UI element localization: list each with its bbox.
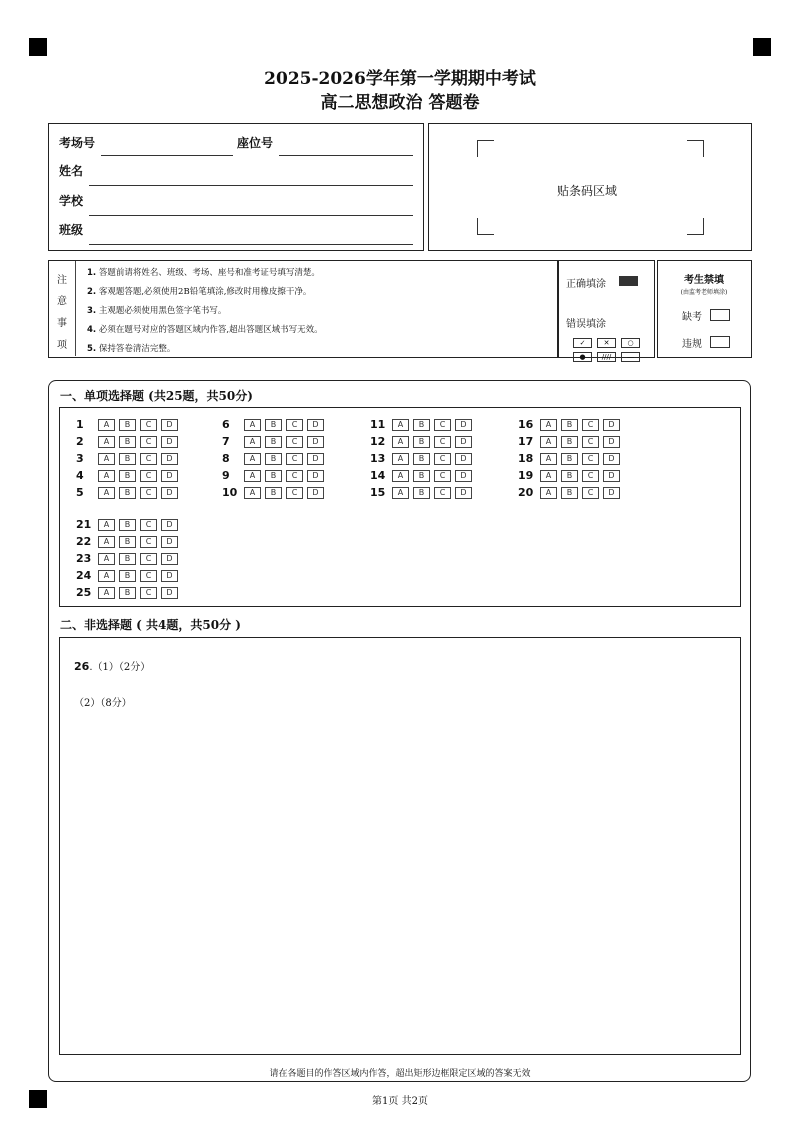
option-bubble-d[interactable]: D — [161, 436, 178, 448]
option-bubble-a[interactable]: A — [244, 487, 261, 499]
option-bubble-c[interactable]: C — [434, 487, 451, 499]
choice-question-row — [370, 482, 476, 498]
option-bubble-d[interactable]: D — [455, 487, 472, 499]
wrong-fill-check-icon: ✓ — [573, 338, 592, 348]
option-bubble-d[interactable]: D — [603, 487, 620, 499]
notice-item: 1. 答题前请将姓名、班级、考场、座号和准考证号填写清楚。 — [87, 268, 320, 278]
seat-no-field[interactable] — [279, 155, 413, 156]
choice-question-row — [76, 582, 182, 598]
registration-marker-top-left — [29, 38, 47, 56]
q26-number: 26 — [74, 660, 90, 673]
question-number: 23 — [76, 552, 92, 565]
wrong-fill-hatch-icon: //// — [597, 352, 616, 362]
option-bubble-b[interactable]: B — [561, 419, 578, 431]
exam-title: 2025-2026学年第一学期期中考试 — [264, 69, 536, 89]
question-number: 18 — [518, 452, 534, 465]
choice-question-row — [76, 431, 182, 447]
option-bubble-c[interactable]: C — [140, 570, 157, 582]
option-bubble-c[interactable]: C — [434, 436, 451, 448]
option-bubble-c[interactable]: C — [140, 436, 157, 448]
option-bubble-b[interactable]: B — [413, 487, 430, 499]
choice-question-row — [518, 431, 624, 447]
question-number: 1 — [76, 418, 84, 431]
option-bubble-d[interactable]: D — [603, 453, 620, 465]
wrong-fill-dot-icon: ● — [573, 352, 592, 362]
option-bubble-a[interactable]: A — [244, 470, 261, 482]
school-label: 学校 — [59, 194, 84, 208]
option-bubble-b[interactable]: B — [265, 453, 282, 465]
option-bubble-a[interactable]: A — [98, 436, 115, 448]
proctor-only-title: 考生禁填 — [684, 275, 724, 286]
option-bubble-a[interactable]: A — [392, 436, 409, 448]
option-bubble-a[interactable]: A — [98, 587, 115, 599]
choice-question-row — [518, 482, 624, 498]
choice-question-row — [370, 414, 476, 430]
option-bubble-b[interactable]: B — [119, 487, 136, 499]
question-number: 3 — [76, 452, 84, 465]
violation-label: 违规 — [682, 339, 702, 350]
option-bubble-a[interactable]: A — [244, 419, 261, 431]
seat-no-label: 座位号 — [237, 136, 274, 150]
option-bubble-d[interactable]: D — [307, 487, 324, 499]
option-bubble-a[interactable]: A — [540, 470, 557, 482]
barcode-corner-br — [687, 218, 704, 235]
notice-box — [48, 260, 558, 358]
option-bubble-b[interactable]: B — [119, 519, 136, 531]
question-number: 12 — [370, 435, 386, 448]
option-bubble-b[interactable]: B — [265, 419, 282, 431]
choice-question-row — [76, 565, 182, 581]
option-bubble-b[interactable]: B — [119, 419, 136, 431]
question-number: 20 — [518, 486, 534, 499]
option-bubble-b[interactable]: B — [413, 470, 430, 482]
option-bubble-c[interactable]: C — [140, 487, 157, 499]
option-bubble-c[interactable]: C — [582, 419, 599, 431]
choice-question-row — [518, 414, 624, 430]
choice-question-row — [370, 431, 476, 447]
option-bubble-d[interactable]: D — [603, 436, 620, 448]
name-label: 姓名 — [59, 164, 84, 178]
option-bubble-c[interactable]: C — [286, 487, 303, 499]
question-number: 25 — [76, 586, 92, 599]
option-bubble-d[interactable]: D — [307, 453, 324, 465]
choice-question-row — [222, 465, 328, 481]
option-bubble-a[interactable]: A — [540, 419, 557, 431]
correct-fill-label: 正确填涂 — [566, 279, 606, 290]
question-number: 24 — [76, 569, 92, 582]
option-bubble-a[interactable]: A — [540, 436, 557, 448]
option-bubble-c[interactable]: C — [140, 587, 157, 599]
option-bubble-b[interactable]: B — [561, 470, 578, 482]
option-bubble-b[interactable]: B — [561, 487, 578, 499]
option-bubble-b[interactable]: B — [413, 436, 430, 448]
choice-question-row — [370, 448, 476, 464]
option-bubble-c[interactable]: C — [434, 419, 451, 431]
option-bubble-b[interactable]: B — [119, 536, 136, 548]
choice-question-row — [76, 448, 182, 464]
option-bubble-d[interactable]: D — [455, 453, 472, 465]
option-bubble-a[interactable]: A — [540, 487, 557, 499]
option-bubble-a[interactable]: A — [392, 470, 409, 482]
notice-heading-char: 注 — [57, 275, 67, 286]
sheet-title: 高二思想政治 答题卷 — [320, 93, 480, 113]
option-bubble-a[interactable]: A — [98, 453, 115, 465]
choice-question-row — [370, 465, 476, 481]
question-number: 8 — [222, 452, 230, 465]
correct-fill-sample — [619, 276, 638, 286]
option-bubble-a[interactable]: A — [540, 453, 557, 465]
question-number: 14 — [370, 469, 386, 482]
option-bubble-b[interactable]: B — [413, 453, 430, 465]
question-number: 5 — [76, 486, 84, 499]
option-bubble-a[interactable]: A — [98, 553, 115, 565]
option-bubble-a[interactable]: A — [98, 487, 115, 499]
option-bubble-d[interactable]: D — [161, 536, 178, 548]
option-bubble-d[interactable]: D — [307, 470, 324, 482]
q26-part1: 26.（1）（2分） — [74, 660, 151, 673]
option-bubble-a[interactable]: A — [98, 536, 115, 548]
notice-heading-char: 项 — [57, 340, 67, 351]
violation-checkbox[interactable] — [710, 336, 730, 348]
option-bubble-c[interactable]: C — [286, 470, 303, 482]
option-bubble-b[interactable]: B — [561, 453, 578, 465]
option-bubble-d[interactable]: D — [603, 470, 620, 482]
school-field[interactable] — [89, 215, 413, 216]
option-bubble-c[interactable]: C — [582, 436, 599, 448]
option-bubble-a[interactable]: A — [98, 470, 115, 482]
option-bubble-d[interactable]: D — [161, 419, 178, 431]
option-bubble-b[interactable]: B — [119, 570, 136, 582]
option-bubble-c[interactable]: C — [286, 436, 303, 448]
choice-question-row — [76, 531, 182, 547]
name-field[interactable] — [89, 185, 413, 186]
option-bubble-a[interactable]: A — [244, 436, 261, 448]
q26-part2: （2）（8分） — [74, 698, 132, 709]
option-bubble-a[interactable]: A — [392, 487, 409, 499]
question-number: 2 — [76, 435, 84, 448]
option-bubble-d[interactable]: D — [161, 487, 178, 499]
notice-item: 3. 主观题必须使用黑色签字笔书写。 — [87, 306, 227, 316]
option-bubble-c[interactable]: C — [434, 453, 451, 465]
question-number: 7 — [222, 435, 230, 448]
option-bubble-a[interactable]: A — [392, 453, 409, 465]
option-bubble-c[interactable]: C — [140, 453, 157, 465]
question-number: 16 — [518, 418, 534, 431]
wrong-fill-cross-icon: ✕ — [597, 338, 616, 348]
question-number: 19 — [518, 469, 534, 482]
option-bubble-d[interactable]: D — [307, 436, 324, 448]
option-bubble-c[interactable]: C — [140, 553, 157, 565]
notice-heading-char: 意 — [57, 296, 67, 307]
notice-item: 5. 保持答卷清洁完整。 — [87, 344, 176, 354]
option-bubble-b[interactable]: B — [561, 436, 578, 448]
option-bubble-b[interactable]: B — [119, 587, 136, 599]
question-number: 15 — [370, 486, 386, 499]
registration-marker-top-right — [753, 38, 771, 56]
option-bubble-c[interactable]: C — [140, 536, 157, 548]
fill-example-box — [558, 260, 655, 361]
barcode-label: 贴条码区域 — [557, 184, 618, 198]
notice-item: 2. 客观题答题,必须使用2B铅笔填涂,修改时用橡皮擦干净。 — [87, 287, 312, 297]
notice-item: 4. 必须在题号对应的答题区域内作答,超出答题区域书写无效。 — [87, 325, 323, 335]
option-bubble-d[interactable]: D — [161, 570, 178, 582]
absent-label: 缺考 — [682, 312, 702, 323]
choice-question-row — [518, 448, 624, 464]
option-bubble-a[interactable]: A — [244, 453, 261, 465]
option-bubble-c[interactable]: C — [434, 470, 451, 482]
choice-question-row — [76, 514, 182, 530]
option-bubble-b[interactable]: B — [265, 470, 282, 482]
wrong-fill-dash-icon: — — [621, 352, 640, 362]
option-bubble-b[interactable]: B — [265, 436, 282, 448]
boundary-note: 请在各题目的作答区域内作答，超出矩形边框限定区域的答案无效 — [269, 1069, 531, 1079]
choice-question-row — [222, 482, 328, 498]
wrong-fill-samples — [573, 334, 653, 362]
exam-no-label: 考场号 — [59, 136, 96, 150]
option-bubble-d[interactable]: D — [455, 470, 472, 482]
class-label: 班级 — [59, 223, 84, 237]
option-bubble-a[interactable]: A — [392, 419, 409, 431]
option-bubble-d[interactable]: D — [161, 470, 178, 482]
barcode-corner-tr — [687, 140, 704, 157]
question-number: 21 — [76, 518, 92, 531]
wrong-fill-circle-icon: ○ — [621, 338, 640, 348]
option-bubble-c[interactable]: C — [286, 453, 303, 465]
choice-question-row — [76, 414, 182, 430]
class-field[interactable] — [89, 244, 413, 245]
option-bubble-b[interactable]: B — [265, 487, 282, 499]
proctor-only-subtitle: (由监考老师填涂) — [680, 289, 728, 296]
option-bubble-d[interactable]: D — [307, 419, 324, 431]
choice-question-row — [222, 414, 328, 430]
option-bubble-b[interactable]: B — [119, 470, 136, 482]
question-number: 17 — [518, 435, 534, 448]
barcode-area — [428, 123, 752, 251]
choice-question-row — [222, 431, 328, 447]
option-bubble-c[interactable]: C — [582, 470, 599, 482]
option-bubble-d[interactable]: D — [603, 419, 620, 431]
option-bubble-d[interactable]: D — [161, 587, 178, 599]
option-bubble-d[interactable]: D — [161, 453, 178, 465]
choice-question-row — [518, 465, 624, 481]
section1-title: 一、单项选择题 (共25题，共50分) — [60, 389, 253, 403]
question-number: 22 — [76, 535, 92, 548]
page-number: 第1页 共2页 — [372, 1096, 428, 1107]
option-bubble-c[interactable]: C — [140, 519, 157, 531]
option-bubble-a[interactable]: A — [98, 519, 115, 531]
barcode-corner-tl — [477, 140, 494, 157]
choice-question-row — [222, 448, 328, 464]
option-bubble-a[interactable]: A — [98, 570, 115, 582]
option-bubble-c[interactable]: C — [286, 419, 303, 431]
option-bubble-d[interactable]: D — [161, 519, 178, 531]
option-bubble-b[interactable]: B — [119, 453, 136, 465]
question-number: 13 — [370, 452, 386, 465]
notice-heading-char: 事 — [57, 318, 67, 329]
option-bubble-a[interactable]: A — [98, 419, 115, 431]
choice-question-row — [76, 482, 182, 498]
barcode-corner-bl — [477, 218, 494, 235]
wrong-fill-label: 错误填涂 — [566, 319, 606, 330]
question-number: 9 — [222, 469, 230, 482]
section2-title: 二、非选择题 ( 共4题，共50分 ) — [60, 618, 241, 632]
option-bubble-c[interactable]: C — [582, 487, 599, 499]
exam-no-field[interactable] — [101, 155, 233, 156]
question-number: 10 — [222, 486, 238, 499]
question-number: 11 — [370, 418, 386, 431]
option-bubble-c[interactable]: C — [140, 419, 157, 431]
option-bubble-b[interactable]: B — [119, 553, 136, 565]
choice-question-row — [76, 548, 182, 564]
option-bubble-d[interactable]: D — [455, 419, 472, 431]
question-number: 6 — [222, 418, 230, 431]
option-bubble-d[interactable]: D — [161, 553, 178, 565]
option-bubble-b[interactable]: B — [119, 436, 136, 448]
absent-checkbox[interactable] — [710, 309, 730, 321]
option-bubble-c[interactable]: C — [140, 470, 157, 482]
option-bubble-b[interactable]: B — [413, 419, 430, 431]
option-bubble-c[interactable]: C — [582, 453, 599, 465]
proctor-only-box — [657, 260, 752, 358]
question-number: 4 — [76, 469, 84, 482]
choice-question-row — [76, 465, 182, 481]
student-info-box — [48, 123, 424, 251]
option-bubble-d[interactable]: D — [455, 436, 472, 448]
q26-answer-area[interactable] — [59, 637, 741, 1055]
